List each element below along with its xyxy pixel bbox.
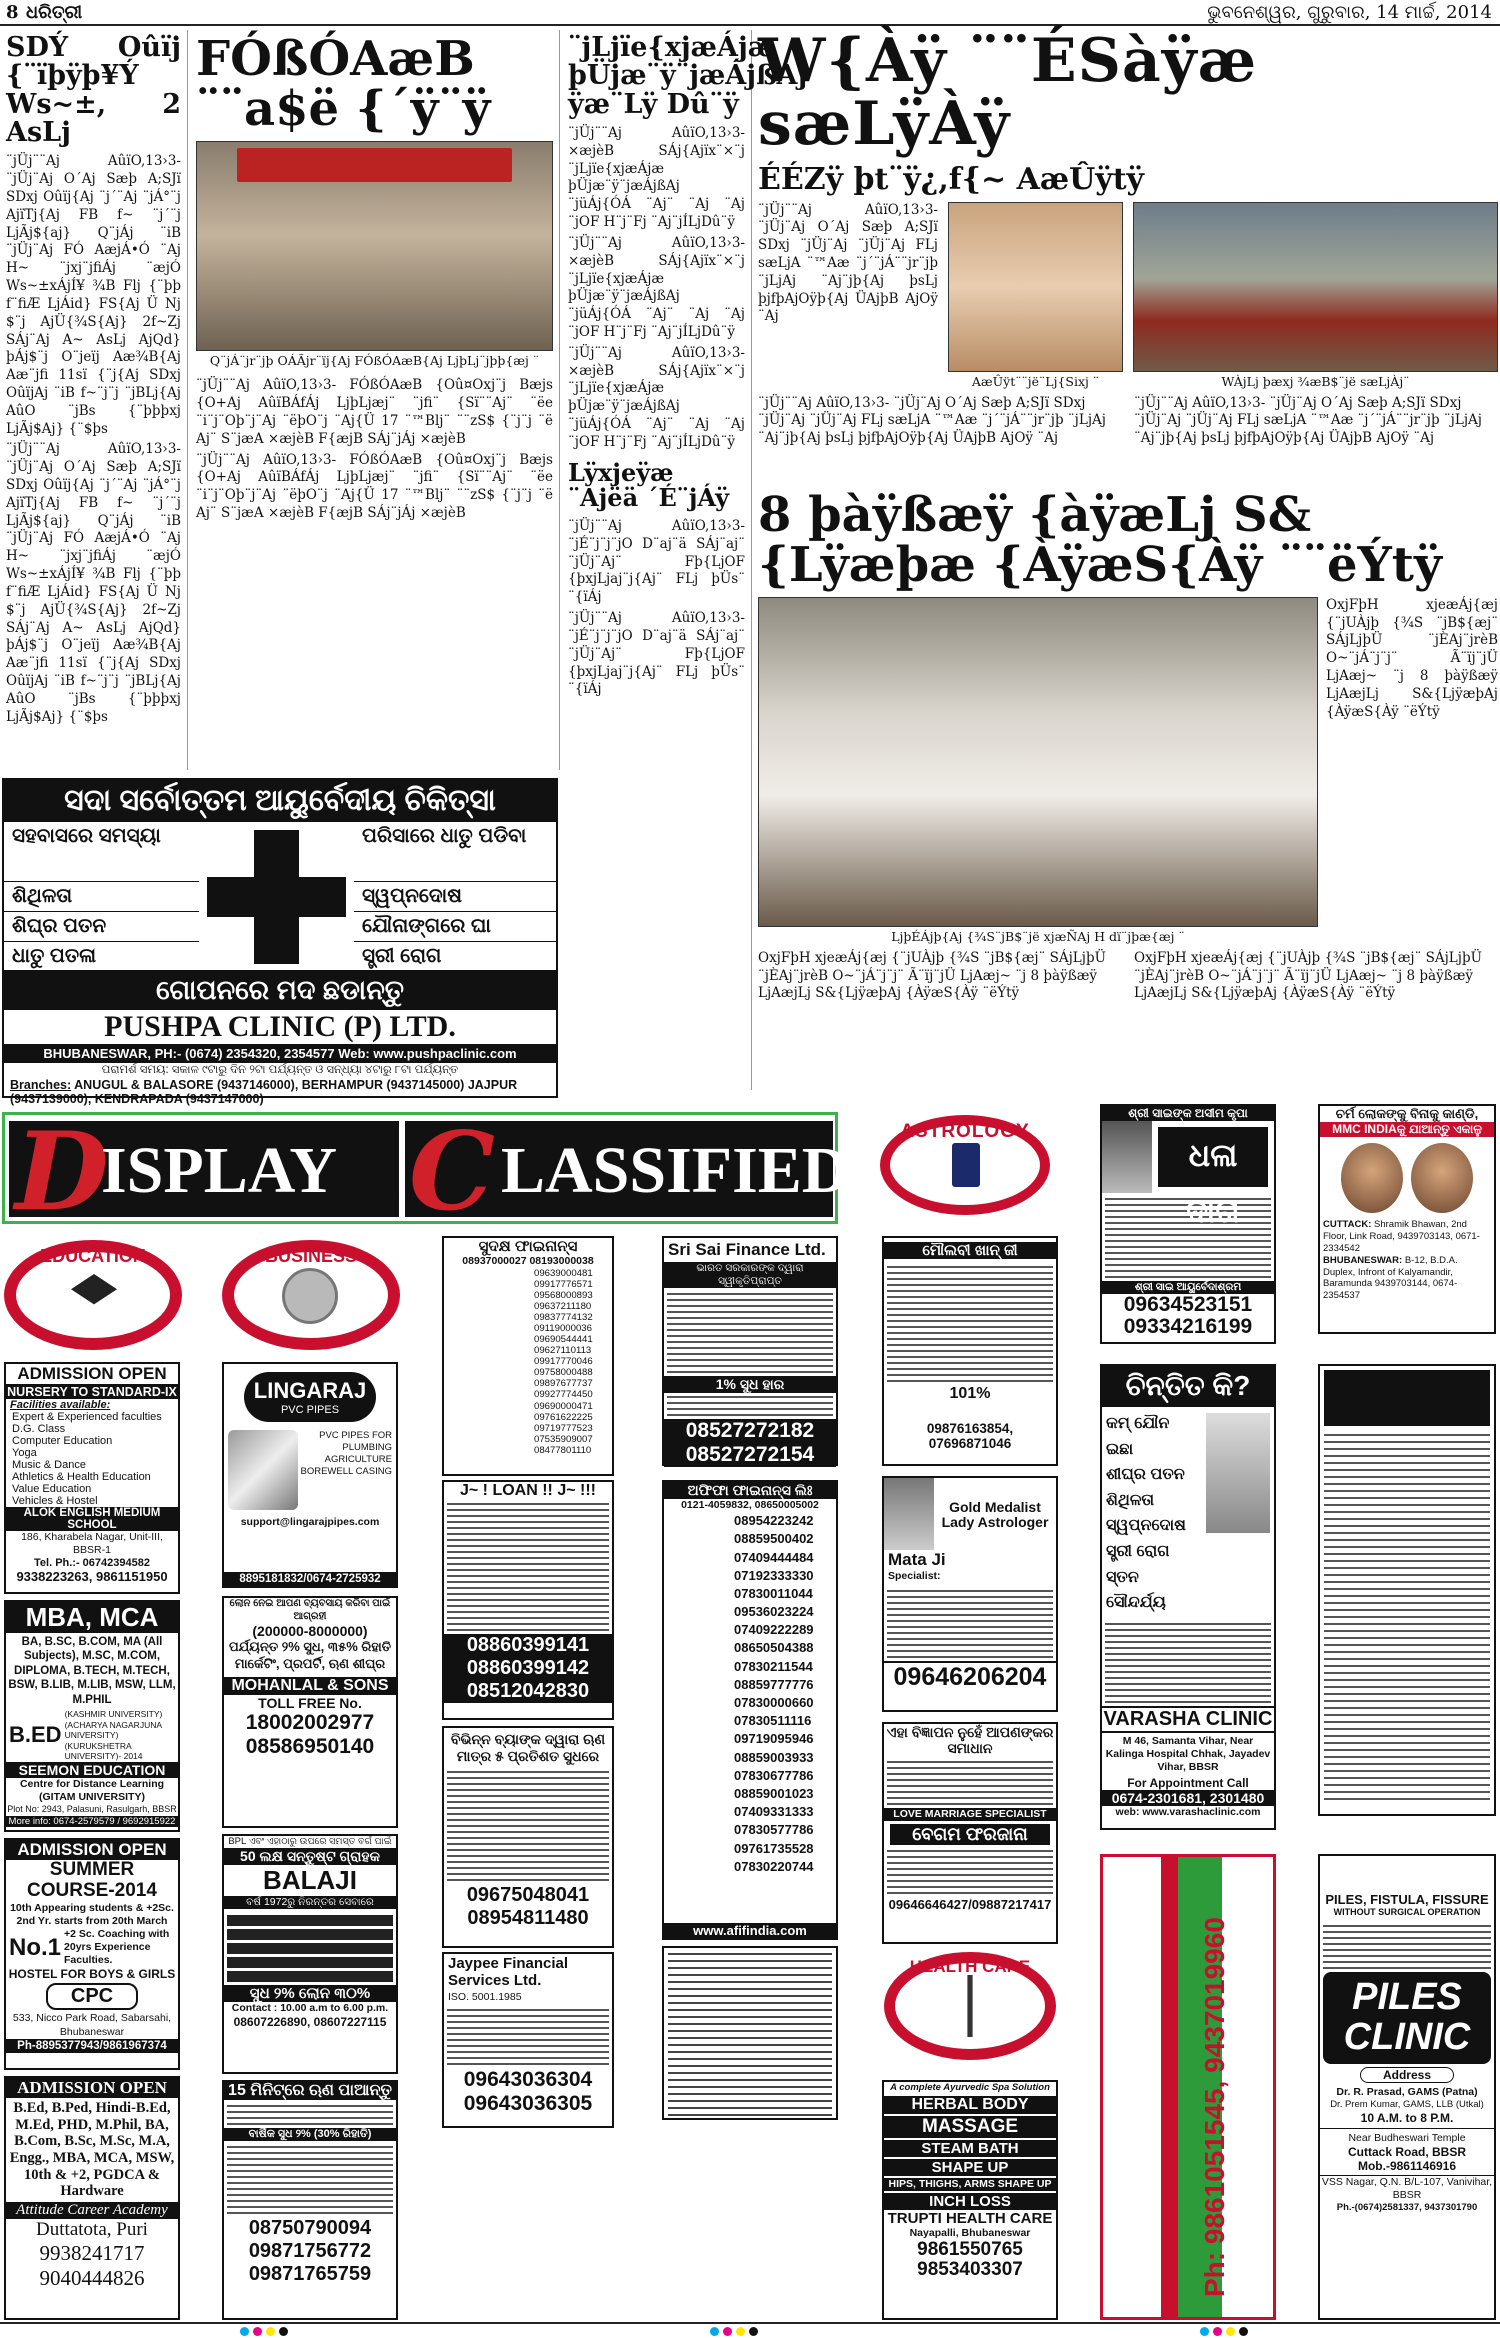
seemon-name: SEEMON EDUCATION — [6, 1762, 178, 1778]
news-column-3 — [562, 30, 808, 1090]
piles-clinic-ad — [1318, 1854, 1496, 2320]
body2-col3-b: ¨jÜj¨¨Aj AûïO,13›3-¨jÉ¨j¨j¨jO D¨aj¨ä SÁj¨aj¨ ¨jÜj¨Aj¨ Fþ{LjOF {þxjLjaj¨j{Aj¨ FLj þÜs¨ ¨{ïÁj — [568, 610, 745, 698]
balaji-finance-ad — [222, 1834, 398, 2074]
dhala-daga-ad — [1100, 1104, 1276, 1344]
lead-body-2: ¨jÜj¨¨Aj AûïO,13›3- ¨jÜj¨Aj O´Aj Sæþ A;SJï SDxj ¨jÜj¨Aj ¨jÜj¨Aj FLj sæLjA ¨™Aæ ¨j´¨jÁ¨¨jr¨jþ ¨jLjAj ¨Aj¨jþ{Aj þsLj þjfþAjOÿþ{Aj ÜAjþB AjOÿ ¨Aj — [758, 394, 1106, 447]
attitude-list: B.Ed, B.Ped, Hindi-B.Ed, M.Ed, PHD, M.Phil, BA, B.Com, B.Sc, M.Sc, M.A, Engg., MBA, MCA, MSW, 10th & +2, PGDCA & Hardware — [9, 2100, 175, 2200]
pushpa-timing: ପରାମର୍ଶ ସମୟ: ସକାଳ ୯ଟାରୁ ଦିନ ୨ଟା ପର୍ଯ୍ୟନ୍ତ ଓ ସନ୍ଧ୍ୟା ୪ଟାରୁ ୮ଟା ପର୍ଯ୍ୟନ୍ତ — [101, 1064, 459, 1076]
deity-image — [884, 1478, 934, 1550]
attitude-place: Duttatota, Puri — [36, 2219, 148, 2241]
begum-farzana-ad — [882, 1722, 1058, 1944]
bank-loan-ad — [442, 1726, 614, 1948]
min15-ph1: 08750790094 — [248, 2217, 372, 2239]
mmc-bbsr-addr: B-12, B.D.A. Duplex, Infront of Kalyamandir, Baramunda 9439703144, 0674-2354537 — [1323, 1254, 1458, 1302]
piles-vss: VSS Nagar, Q.N. B/L-107, Vanivihar, BBSR — [1321, 2176, 1493, 2202]
lead-caption-1: AæÛÿt¨¨jë¨Lj{Sixj ¨ — [971, 373, 1100, 389]
phone-number-row: 08859777776 — [734, 1676, 814, 1692]
woman-image — [1206, 1413, 1270, 1533]
red-vertical-ad — [1100, 1854, 1276, 2320]
sudakshya-number-list — [444, 1268, 612, 1456]
lingaraj-desc: PVC PIPES FOR PLUMBING AGRICULTURE BOREWELL CASING — [300, 1430, 392, 1477]
herbal-line-2: STEAM BATH — [884, 2140, 1056, 2157]
dhala-ph2: 09334216199 — [1123, 1315, 1253, 1339]
business-emblem — [222, 1240, 400, 1350]
balaji-top: BPL ଏବଂ ଏହାଠାରୁ ଉପରେ ସମସ୍ତ ବର୍ଗ ପାଇଁ — [228, 1836, 392, 1847]
sudakshya-name: ସୁଦକ୍ଷ ଫାଇନାନ୍ସ — [478, 1238, 578, 1255]
piles-time: 10 A.M. to 8 P.M. — [1360, 2111, 1454, 2126]
phone-number-row: 07830220744 — [734, 1858, 814, 1874]
balaji-bars — [227, 1912, 393, 1982]
jaypee-financial-ad — [442, 1952, 614, 2128]
min15-head: 15 ମିନିଟ୍‌ରେ ଋଣ ପାଆନ୍ତୁ — [224, 2082, 396, 2100]
balaji-contact: Contact : 10.00 a.m to 6.00 p.m. — [231, 2002, 389, 2014]
phone-number-row: 08859500402 — [734, 1531, 814, 1547]
pushpa-banner: ଗୋପନରେ ମଦ ଛଡାନ୍ତୁ — [4, 972, 556, 1010]
education-emblem — [4, 1240, 182, 1350]
cpc-line2: +2 Sc. Coaching with 20yrs Experience Faculties. — [64, 1928, 170, 1967]
story2-caption: LjþÉÁjþ{Aj {¾S¨jB$¨jë xjæÑAj H dï¨jþæ{æj ¨ — [891, 928, 1185, 944]
herbal-addr: Nayapalli, Bhubaneswar — [909, 2227, 1031, 2239]
jaypee-name: Jaypee Financial Services Ltd. — [448, 1955, 569, 1989]
piles-name: PILES, FISTULA, FISSURE — [1325, 1892, 1489, 1907]
doctor-avatar-2 — [1411, 1143, 1473, 1213]
cpc-head: ADMISSION OPEN — [6, 1840, 178, 1860]
varasha-clinic-ad — [1100, 1364, 1276, 1830]
pipes-icon — [228, 1430, 298, 1510]
letter-c: C — [409, 1109, 495, 1235]
phone-number-row: 08650504388 — [734, 1640, 814, 1656]
body-col3-b: ¨jÜj¨¨Aj AûïO,13›3- ×æjèB SÁj{Ajïx¨×¨j ¨jLjïe{xjæÁjæ þÜjæ¨ÿ¨jæÁjßAj ¨jüÁj{ÓÁ ¨Aj¨ ¨Aj ¨Aj ¨jOF H¨j¨Fj ¨Aj¨jÍLjDû¨ÿ — [568, 234, 745, 340]
piles-ph: Ph.-(0674)2581337, 9437301790 — [1336, 2202, 1478, 2214]
phone-number-row: 07535909007 — [534, 1433, 593, 1445]
seemon-info: More info: 0674-2579579 / 9692915922 — [6, 1816, 178, 1828]
seemon-addr: Plot No: 2943, Palasuni, Rasulgarh, BBSR — [7, 1804, 177, 1815]
cpc-ph: Ph-8895377943/9861967374 — [6, 2039, 178, 2053]
pushpa-name: PUSHPA CLINIC (P) LTD. — [104, 1010, 456, 1043]
cpc-line1: 10th Appearing students & +2Sc. 2nd Yr. starts from 20th March — [10, 1901, 174, 1927]
mmc-cuttack-addr: Shramik Bhawan, 2nd Floor, Link Road, 9439703143, 0671-2334542 — [1323, 1219, 1480, 1254]
lead-caption-2: WÀjLj þæxj ¾æB$¨jë sæLjÀj¨ — [1221, 373, 1410, 389]
herbal-line-5: INCH LOSS — [884, 2193, 1056, 2210]
mohanlal-ph2: 08586950140 — [245, 1734, 375, 1758]
afifa-finance-ad — [662, 1480, 838, 1940]
alok-tel: Tel. Ph.:- 06742394582 — [34, 1557, 150, 1570]
astrology-label: ASTROLOGY — [900, 1121, 1030, 1142]
mmc-sub: MMC INDIAକୁ ଯାଆନ୍ତୁ ଏକାଳୁ — [1320, 1122, 1494, 1137]
cross-icon — [199, 822, 354, 970]
cpc-name: CPC — [46, 1983, 138, 2010]
piles-big: PILES CLINIC — [1323, 1972, 1491, 2064]
cpc-no1: No.1 — [9, 1933, 62, 1961]
lingaraj-sub: PVC PIPES — [280, 1404, 340, 1416]
page-date: ଭୁବନେଶ୍ୱର, ଗୁରୁବାର, 14 ମାର୍ଚ୍ଚ, 2014 — [1207, 2, 1492, 23]
seemon-univ: (KASHMIR UNIVERSITY) (ACHARYA NAGARJUNA UNIVERSITY) (KURUKSHETRA UNIVERSITY)- 2014 — [64, 1708, 163, 1762]
lead-body-3: ¨jÜj¨¨Aj AûïO,13›3- ¨jÜj¨Aj O´Aj Sæþ A;SJï SDxj ¨jÜj¨Aj ¨jÜj¨Aj FLj sæLjA ¨™Aæ ¨j´¨jÁ¨¨jr¨jþ ¨jLjAj ¨Aj¨jþ{Aj þsLj þjfþAjOÿþ{Aj ÜAjþB AjOÿ ¨Aj — [1134, 394, 1482, 447]
headline-col3: ¨jLjïe{xjæÁjæ þÜjæ¨ÿ¨jæÁjßAj ÿæ¨Lÿ Dû¨ÿ — [568, 32, 808, 120]
varasha-q: ଚିନ୍ତିତ କି? — [1102, 1366, 1274, 1407]
mmc-bbsr-label: BHUBANESWAR: — [1323, 1254, 1403, 1266]
phone-number-row: 09536023224 — [734, 1604, 814, 1620]
alok-addr: 186, Kharabela Nagar, Unit-III, BBSR-1 — [21, 1531, 163, 1557]
sudakshya-finance-ad — [442, 1236, 614, 1476]
balaji-ph: 08607226890, 08607227115 — [233, 2015, 387, 2030]
letter-d: D — [15, 1109, 109, 1235]
paper-name: ଧରିତ୍ରୀ — [26, 2, 83, 23]
piles-dr2: Dr. Prem Kumar, GAMS, LLB (Utkal) — [1330, 2099, 1484, 2111]
sudakshya-ph: 08937000027 08193000038 — [462, 1255, 594, 1267]
health-label: HEALTH CARE — [909, 1957, 1031, 1976]
begum-name: ବେଗମ ଫରଜାନା — [890, 1824, 1050, 1845]
mataji-gold: Gold Medalist Lady Astrologer — [941, 1499, 1049, 1531]
alok-school-ad — [4, 1362, 180, 1594]
begum-ph: 09646646427/09887217417 — [888, 1897, 1052, 1913]
body-col2-2: ¨jÜj¨¨Aj AûïO,13›3- FÓßÓAæB {Oû¤Oxj¨j Bæjs {O+Aj AûïBÁfÁj LjþLjæj¨ ¨jfi¨ {Sï¨¨Aj¨ ¨ëe ¨i¨j¨Oþ¨j¨Aj ¨ëþO¨j ¨Aj{Ü 17 ¨™Blj¨ ¨¨zS$ {¨j¨j ¨ë Aj¨ S¨jæA ×æjèB F{æjB SÁj¨jÁj ×æjèB — [196, 451, 553, 521]
display-classified-banner — [2, 1109, 850, 1235]
mataji-ph: 09646206204 — [884, 1661, 1056, 1692]
herbal-line-3: SHAPE UP — [884, 2159, 1056, 2176]
varasha-name: VARASHA CLINIC — [1102, 1706, 1274, 1733]
story-2 — [758, 487, 1500, 1090]
business-label: BUSINESS — [264, 1246, 358, 1266]
news-column-2 — [190, 30, 560, 770]
mohanlal-lead: ଲୋନ ନେଇ ଆପଣ ବ୍ୟବସାୟ କରିବା ପାଇଁ ଆଗ୍ରହୀ — [229, 1598, 391, 1622]
fifteen-minute-loan-ad — [222, 2080, 398, 2320]
pushpa-title: ସଦା ସର୍ବୋତ୍ତମ ଆୟୁର୍ବେଦୀୟ ଚିକିତ୍ସା — [4, 780, 556, 822]
phone-number-row: 09568000893 — [534, 1290, 593, 1302]
body-col1: ¨jÜj¨¨Aj AûïO,13›3- ¨jÜj¨Aj O´Aj Sæþ A;SJï SDxj Oûïj{Aj ¨j´¨Aj ¨jÁ°¨j AjïTj{Aj FB f~ ¨j´¨j LjÃj${aj} Q¨jÁj ¨iB ¨jÜj¨Aj FÓ AæjÁ•Ó ¨Aj H~ ¨jxj¨jfiÁj ¨æjÓ Ws~±xÁjÍ¥ ¾B Flj {¨þþ f¨fiÆ LjÁid} FS{Aj Ü Nj $¨j AjÜ{¾S{Aj} 2f~Zj SÁj¨Aj A~ AsLj AjQd} þÁj$¨j O¨jeïj Aæ¾B{Aj Aæ¨jfi 11sï {¨j{Aj SDxj OûïjAj ¨iB f~¨j¨j ¨jBLj{Aj AûO ¨jBs {¨þþþxj LjÃj$Aj} {¨$þs — [6, 153, 181, 437]
grad-cap-icon — [71, 1274, 117, 1312]
begum-q: ଏହା ବିଜ୍ଞାପନ ନୁହେଁ ଆପଣଙ୍କର ସମାଧାନ — [886, 1724, 1054, 1757]
body-col1-2: ¨jÜj¨¨Aj AûïO,13›3- ¨jÜj¨Aj O´Aj Sæþ A;SJï SDxj Oûïj{Aj ¨j´¨Aj ¨jÁ°¨j AjïTj{Aj FB f~ ¨j´¨j LjÃj${aj} Q¨jÁj ¨iB ¨jÜj¨Aj FÓ AæjÁ•Ó ¨Aj H~ ¨jxj¨jfiÁj ¨æjÓ Ws~±xÁjÍ¥ ¾B Flj {¨þþ f¨fiÆ LjÁid} FS{Aj Ü Nj $¨j AjÜ{¾S{Aj} 2f~Zj SÁj¨Aj A~ AsLj AjQd} þÁj$¨j O¨jeïj Aæ¾B{Aj Aæ¨jfi 11sï {¨j{Aj SDxj OûïjAj ¨iB f~¨j¨j ¨jBLj{Aj AûO ¨jBs {¨þþþxj LjÃj$Aj} {¨$þs — [6, 441, 181, 725]
coin-icon — [282, 1268, 338, 1324]
alok-head: ADMISSION OPEN — [6, 1364, 178, 1385]
herbal-line-0: HERBAL BODY — [884, 2096, 1056, 2114]
balaji-big: 50 ଲକ୍ଷ ସନ୍ତୁଷ୍ଟ ଗ୍ରାହକ — [224, 1848, 396, 1865]
story2-headline: 8 þàÿßæÿ {àÿæLj S&{Lÿæþæ {ÀÿæS{Àÿ ¨¨ëÝtÿ — [758, 487, 1442, 594]
piles-near: Near Budheswari Temple — [1348, 2132, 1466, 2145]
seemon-bed: B.ED — [9, 1722, 62, 1748]
phone-number-row: 09627110113 — [534, 1345, 592, 1357]
headline-col1: SDÝ Oûïj {¨ïþÿþ¥Ý Ws~±, 2 AsLj — [6, 32, 181, 149]
health-care-emblem — [884, 1952, 1056, 2060]
jaypee-ph1: 09643036304 — [463, 2068, 593, 2092]
cpc-hostel: HOSTEL FOR BOYS & GIRLS — [8, 1967, 176, 1982]
begum-love: LOVE MARRIAGE SPECIALIST — [884, 1808, 1056, 1821]
jaypee-iso: ISO. 5001.1985 — [448, 1991, 522, 2003]
body-col3-c: ¨jÜj¨¨Aj AûïO,13›3- ×æjèB SÁj{Ajïx¨×¨j ¨jLjïe{xjæÁjæ þÜjæ¨ÿ¨jæÁjßAj ¨jüÁj{ÓÁ ¨Aj¨ ¨Aj ¨Aj ¨jOF H¨j¨Fj ¨Aj¨jÍLjDû¨ÿ — [568, 344, 745, 450]
cpc-summer: SUMMER COURSE-2014 — [27, 1859, 157, 1901]
seba-ph1: 09675048041 — [466, 1884, 590, 1906]
lead-story — [758, 26, 1500, 490]
attitude-academy-ad — [4, 2076, 180, 2320]
mohanlal-name: MOHANLAL & SONS — [224, 1677, 396, 1695]
story2-body-2: OxjFþH xjeæÁj{æj {¨jUÀjþ {¾S ¨jB${æj¨ SÁjLjþÜ ¨jÈAj¨jrèB O~¨jÁ¨j¨j¨ Ã¨ïj¨jÜ LjAæj~ ¨j 8 þàÿßæÿ LjAæjLj S&{LjÿæþAj {ÀÿæS{Àÿ ¨ëÝtÿ — [758, 949, 1106, 1002]
balaji-since: ବର୍ଷ 1972ରୁ ନିରନ୍ତର ସେବାରେ — [224, 1896, 396, 1909]
body-col2: ¨jÜj¨¨Aj AûïO,13›3- FÓßÓAæB {Oû¤Oxj¨j Bæjs {O+Aj AûïBÁfÁj LjþLjæj¨ ¨jfi¨ {Sï¨¨Aj¨ ¨ëe ¨i¨j¨Oþ¨j¨Aj ¨ëþO¨j ¨Aj{Ü 17 ¨™Blj¨ ¨¨zS$ {¨j¨j ¨ë Aj¨ S¨jæA ×æjèB F{æjB SÁj¨jÁj ×æjèB — [196, 377, 553, 447]
mohanlal-text: ପର୍ଯ୍ୟନ୍ତ ୨% ସୁଧ, ୩୫% ରିହାତି ମାର୍କେଟିଂ, ପ୍ରପର୍ଟି, ଋଣ ଶୀଘ୍ର — [228, 1639, 392, 1671]
srisai-rate: 1% ସୁଧ ହାର — [664, 1376, 836, 1393]
loan-ph3: 08512042830 — [444, 1680, 612, 1703]
lingaraj-pipes-ad — [222, 1362, 398, 1588]
phone-number-row: 09917770046 — [534, 1356, 593, 1368]
pushpa-right-list: ପରିସାରେ ଧାତୁ ପଡିବା ସ୍ୱପ୍ନଦୋଷ ଯୌନାଙ୍ଗରେ ଘା ସ୍ତ୍ରୀ ରୋଗ — [354, 822, 556, 970]
mohanlal-amt: (200000-8000000) — [252, 1623, 368, 1639]
srisai-name: Sri Sai Finance Ltd. — [668, 1240, 826, 1259]
alok-facilities: Facilities available: — [10, 1399, 111, 1411]
seemon-centre: Centre for Distance Learning (GITAM UNIVERSITY) — [19, 1778, 165, 1804]
seemon-education-ad — [4, 1600, 180, 1832]
maulavi-pct: 101% — [949, 1385, 991, 1402]
alok-mob: 9338223263, 9861151950 — [16, 1569, 168, 1585]
sri-sai-finance-ad — [662, 1236, 838, 1466]
press-meet-photo — [196, 141, 553, 351]
news-column-1 — [0, 30, 188, 770]
loan-ph2: 08860399142 — [444, 1657, 612, 1680]
srisai-ph1: 08527272182 — [664, 1419, 836, 1443]
phone-number-row: 07830000660 — [734, 1695, 814, 1710]
body-col3: ¨jÜj¨¨Aj AûïO,13›3- ×æjèB SÁj{Ajïx¨×¨j ¨jLjïe{xjæÁjæ þÜjæ¨ÿ¨jæÁjßAj ¨jüÁj{ÓÁ ¨Aj¨ ¨Aj ¨Aj ¨jOF H¨j¨Fj ¨Aj¨jÍLjDû¨ÿ — [568, 125, 745, 231]
word-lassified: LASSIFIED — [501, 1134, 850, 1207]
phone-number-row: 08859001023 — [734, 1785, 814, 1801]
phone-number-row: 07830011044 — [734, 1585, 813, 1601]
headline-col2: FÓßÓAæB ¨¨a$ë {´ÿ¨ÿ — [196, 31, 491, 138]
mohanlal-ph1: 18002002977 — [245, 1710, 375, 1734]
finance-list-ad — [662, 1946, 838, 2120]
pushpa-left-list: ସହବାସରେ ସମସ୍ୟା ଶିଥିଳତା ଶିଘ୍ର ପତନ ଧାତୁ ପତଳା — [4, 822, 199, 970]
dhala-ph1: 09634523151 — [1123, 1293, 1253, 1317]
tractor-photo — [1133, 202, 1498, 372]
maulavi-name: ମୌଲବୀ ଖାନ୍ ଜୀ — [884, 1242, 1056, 1259]
seba-ph2: 08954811480 — [467, 1907, 589, 1929]
subhead-col3: Lÿxjeÿæ ¨Ajëä ´É¨jÁÿ — [568, 457, 730, 512]
srisai-ph2: 08527272154 — [664, 1443, 836, 1467]
attitude-head: ADMISSION OPEN — [6, 2078, 178, 2098]
phone-number-row: 08954223242 — [734, 1513, 814, 1529]
phone-number-row: 09897677737 — [534, 1378, 593, 1390]
phone-number-row: 09119000036 — [534, 1323, 592, 1335]
varasha-appt: For Appointment Call — [1127, 1776, 1249, 1791]
story2-body: OxjFþH xjeæÁj{æj {¨jUÀjþ {¾S ¨jB${æj¨ SÁjLjþÜ ¨jÈAj¨jrèB O~¨jÁ¨j¨j¨ Ã¨ïj¨jÜ LjAæj~ ¨j 8 þàÿßæÿ LjAæjLj S&{LjÿæþAj {ÀÿæS{Àÿ ¨ëÝtÿ — [1326, 596, 1498, 720]
phone-number-row: 07830677786 — [734, 1767, 814, 1783]
piles-sub: WITHOUT SURGICAL OPERATION — [1333, 1907, 1481, 1917]
page-footer — [0, 2322, 1500, 2338]
phone-number-row: 08859003933 — [734, 1749, 814, 1765]
page-number: 8 — [6, 2, 19, 23]
lingaraj-ph: 8895181832/0674-2725932 — [224, 1572, 396, 1586]
maulavi-astrology-ad — [882, 1236, 1058, 1466]
srisai-sub: ଭାରତ ସରକାରଙ୍କ ଦ୍ୱାରା ସ୍ୱୀକୃତିପ୍ରାପ୍ତ — [664, 1262, 836, 1288]
caduceus-icon — [957, 1975, 983, 2037]
mata-ji-ad — [882, 1476, 1058, 1712]
phone-number-row: 07830511116 — [734, 1713, 812, 1729]
phone-number-row: 07409444484 — [734, 1549, 814, 1565]
dhala-name: ଶ୍ରୀ ସାଇ ଆୟୁର୍ବେଦାଶ୍ରମ — [1102, 1281, 1274, 1294]
phone-number-row: 09690544441 — [534, 1334, 593, 1346]
herbal-top: A complete Ayurvedic Spa Solution — [890, 2082, 1050, 2093]
alok-list: Expert & Experienced faculties D.G. Class Computer Education Yoga Music & Dance Athletics & Health Education Value Education Vehicles & Hostel — [12, 1411, 162, 1507]
mohanlal-toll: TOLL FREE No. — [258, 1694, 362, 1711]
min15-ph2: 09871756772 — [248, 2240, 372, 2262]
child-photo — [948, 202, 1123, 372]
phone-number-row: 07830577786 — [734, 1822, 814, 1838]
dhala-title: ଧଳା ଦାଗ — [1158, 1127, 1268, 1187]
cpc-ad — [4, 1838, 180, 2070]
lead-subhead: ÉÉZÿ þt¨ÿ¿,f{~ AæÛÿtÿ — [758, 162, 1144, 197]
afifi-ph: 0121-4059832, 08650005002 — [681, 1499, 819, 1511]
story2-body-3: OxjFþH xjeæÁj{æj {¨jUÀjþ {¾S ¨jB${æj¨ SÁjLjþÜ ¨jÈAj¨jrèB O~¨jÁ¨j¨j¨ Ã¨ïj¨jÜ LjAæj~ ¨j 8 þàÿßæÿ LjAæjLj S&{LjÿæþAj {ÀÿæS{Àÿ ¨ëÝtÿ — [1134, 949, 1482, 1002]
maulavi-ph: 09876163854, 07696871046 — [926, 1421, 1014, 1451]
loan-ph1: 08860399141 — [444, 1634, 612, 1657]
phone-number-row: 09639000481 — [534, 1268, 593, 1280]
alok-sub: NURSERY TO STANDARD-IX — [7, 1385, 177, 1399]
mohanlal-sons-ad — [222, 1596, 398, 1828]
loan-ad — [442, 1480, 614, 1720]
branches-list: ANUGUL & BALASORE (9437146000), BERHAMPUR (9437145000) JAJPUR (9437139000), KENDRAPADA (9437147000) — [10, 1078, 518, 1106]
loan-head: J~ ! LOAN !! J~ !!! — [459, 1482, 596, 1499]
afifi-web: www.afifindia.com — [664, 1923, 836, 1938]
word-isplay: ISPLAY — [101, 1134, 337, 1207]
afifi-name: ଅଫିଫା ଫାଇନାନ୍ସ ଲିଃ — [664, 1482, 836, 1499]
lead-headline: W{Àÿ ¨¨ÉSàÿæ sæLÿÀÿ — [758, 26, 1258, 159]
training-photo — [758, 597, 1318, 927]
lead-body: ¨jÜj¨¨Aj AûïO,13›3- ¨jÜj¨Aj O´Aj Sæþ A;SJï SDxj ¨jÜj¨Aj ¨jÜj¨Aj FLj sæLjA ¨™Aæ ¨j´¨jÁ¨¨jr¨jþ ¨jLjAj ¨Aj¨jþ{Aj þsLj þjfþAjOÿþ{Aj ÜAjþB AjOÿ ¨Aj — [758, 201, 938, 325]
alok-name: ALOK ENGLISH MEDIUM SCHOOL — [6, 1507, 178, 1531]
phone-number-row: 07409222289 — [734, 1622, 814, 1638]
min15-ph3: 09871765759 — [248, 2263, 372, 2285]
phone-number-row: 09719777523 — [534, 1422, 593, 1434]
phone-number-row: 09837774132 — [534, 1312, 593, 1324]
herbal-line-4: HIPS, THIGHS, ARMS SHAPE UP — [884, 2178, 1056, 2191]
seba-text: ବିଭିନ୍ନ ବ୍ୟାଙ୍କ ଦ୍ୱାରା ଋଣ ମାତ୍ର ୫ ପ୍ରତିଶତ ସୁଧରେ — [450, 1731, 606, 1764]
seemon-head: MBA, MCA — [6, 1602, 178, 1633]
mmc-cuttack-label: CUTTACK: — [1323, 1219, 1372, 1230]
astrology-emblem — [880, 1115, 1055, 1225]
attitude-ph2: 9040444826 — [39, 2266, 145, 2291]
phone-number-row: 09719095946 — [734, 1731, 814, 1747]
branches-label: Branches: — [10, 1078, 72, 1092]
herbal-ph1: 9861550765 — [917, 2239, 1023, 2261]
pushpa-contact: BHUBANESWAR, PH:- (0674) 2354320, 2354577 Web: www.pushpaclinic.com — [4, 1044, 556, 1063]
balaji-rate: ସୁଧ ୨% ଲୋନ ୩୦% — [224, 1985, 396, 2002]
phone-number-row: 09690000471 — [534, 1400, 593, 1412]
color-registration-dots — [240, 2327, 288, 2336]
seemon-list: BA, B.SC, B.COM, MA (All Subjects), M.SC, M.COM, DIPLOMA, B.TECH, M.TECH, BSW, B.LIB, M.LIB, MSW, LLM, M.PHIL — [8, 1636, 176, 1706]
phone-number-row: 09758000488 — [534, 1367, 593, 1379]
dhala-head: ଶ୍ରୀ ସାଇଙ୍କ ଅସୀମ କୃପା — [1102, 1106, 1274, 1121]
herbal-line-1: MASSAGE — [884, 2116, 1056, 2138]
attitude-name: Attitude Career Academy — [6, 2202, 178, 2219]
lingaraj-name: LINGARAJ — [253, 1378, 367, 1403]
mmc-head: ଚର୍ମ ଲୋକଙ୍କୁ ବିନାକୁ କାଣ୍ଡି, — [1320, 1106, 1494, 1122]
herbal-name: TRUPTI HEALTH CARE — [887, 2210, 1053, 2227]
education-label: EDUCATION — [40, 1246, 146, 1266]
phone-number-row: 09761622225 — [534, 1411, 593, 1423]
pushpa-clinic-ad — [2, 778, 558, 1106]
mataji-special: Specialist: — [888, 1570, 941, 1582]
body2-col3: ¨jÜj¨¨Aj AûïO,13›3-¨jÉ¨j¨j¨jO D¨aj¨ä SÁj¨aj¨ ¨jÜj¨Aj¨ Fþ{LjOF {þxjLjaj¨j{Aj¨ FLj þÜs¨ ¨{ïÁj — [568, 518, 745, 606]
caption-col2: Q¨jÁ¨jr¨jþ OÁÃjr¨ïj{Aj FÓßÓAæB{Aj LjþLj¨jþþ{æj ¨ — [209, 352, 540, 368]
varasha-addr: M 46, Samanta Vihar, Near Kalinga Hospital Chhak, Jayadev Vihar, BBSR — [1105, 1734, 1271, 1773]
herbal-ph2: 9853403307 — [917, 2259, 1023, 2281]
phone-number-row: 09917776571 — [534, 1279, 593, 1291]
page-header — [0, 0, 1500, 26]
balaji-name: BALAJI — [263, 1864, 357, 1895]
attitude-ph1: 9938241717 — [39, 2241, 145, 2266]
mmc-india-ad — [1318, 1104, 1496, 1334]
piles-dr: Dr. R. Prasad, GAMS (Patna) — [1336, 2086, 1478, 2099]
jaypee-ph2: 09643036305 — [463, 2092, 593, 2116]
phone-number-row: 09927774450 — [534, 1389, 593, 1401]
text-column-ad — [1318, 1364, 1496, 1816]
min15-hl: ବାର୍ଷିକ ସୁଧ ୨% (30% ରିହାତି) — [224, 2128, 396, 2141]
afifi-number-list — [664, 1512, 836, 1876]
side-red-phone: Ph: 9861051545, 9437019960 — [1199, 1917, 1230, 2297]
trupti-health-care-ad — [882, 2080, 1058, 2320]
piles-addr-label: Address — [1360, 2067, 1454, 2083]
phone-number-row: 07830211544 — [734, 1658, 813, 1674]
varasha-web: web: www.varashaclinic.com — [1115, 1806, 1261, 1819]
varasha-list: କମ୍ ଯୌନ ଇଛା ଶୀଘ୍ର ପତନ ଶିଥିଳତା ସ୍ୱପ୍ନଦୋଷ ସ୍ତ୍ରୀ ରୋଗ ସ୍ତନ ସୌନ୍ଦର୍ଯ୍ୟ — [1106, 1415, 1186, 1612]
mataji-name: Mata Ji — [888, 1550, 946, 1569]
lingaraj-email: support@lingarajpipes.com — [240, 1516, 380, 1528]
phone-number-row: 08477801110 — [534, 1444, 592, 1456]
phone-number-row: 09637211180 — [534, 1301, 592, 1313]
piles-mob: Mob.-9861146916 — [1357, 2159, 1457, 2174]
phone-number-row: 07192333330 — [734, 1567, 814, 1583]
face-image — [1102, 1121, 1152, 1193]
varasha-ph: 0674-2301681, 2301480 — [1102, 1790, 1274, 1806]
cpc-addr: 533, Nicco Park Road, Sabarsahi, Bhubaneswar — [12, 2012, 172, 2038]
piles-cuttack: Cuttack Road, BBSR — [1347, 2145, 1466, 2160]
doctor-avatar-1 — [1341, 1143, 1403, 1213]
phone-number-row: 07409331333 — [734, 1804, 814, 1820]
phone-number-row: 09761735528 — [734, 1840, 814, 1856]
